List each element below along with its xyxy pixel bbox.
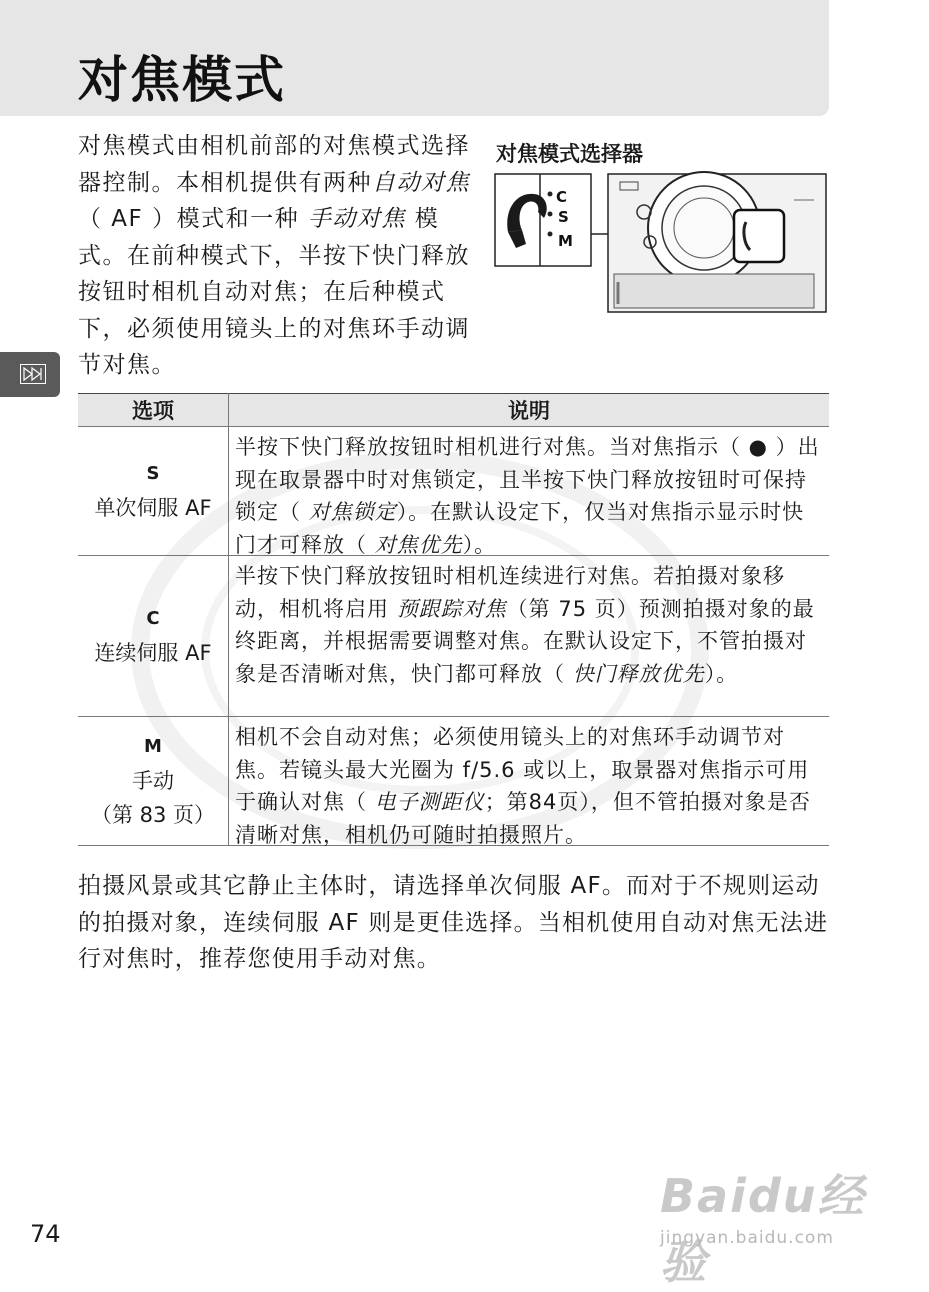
option-page-ref: （第 83 页） (90, 803, 216, 827)
intro-term-manual-focus: 手动对焦 (307, 206, 406, 232)
selector-figure-label: 对焦模式选择器 (496, 142, 643, 166)
option-name: 连续伺服 AF (94, 641, 212, 665)
intro-paragraph (78, 128, 480, 384)
intro-text-2: （ AF ）模式和一种 (78, 206, 308, 232)
desc-text: ）。在默认设定下，仅当对焦指示显示时快门才可释放（ (235, 500, 805, 557)
option-cell (78, 717, 229, 846)
desc-term: 对焦锁定 (308, 500, 397, 524)
brand-logo: Baidu经验 (660, 1169, 866, 1289)
table-header-row (78, 394, 829, 427)
playback-section-tab (0, 352, 60, 397)
desc-term: 预跟踪对焦 (396, 596, 507, 621)
option-code: M (144, 736, 162, 757)
dial-mark-c: C (556, 188, 568, 206)
desc-term: 对焦优先 (374, 532, 463, 557)
desc-term: 电子测距仪 (374, 790, 485, 814)
desc-text: ）。 (704, 661, 739, 686)
table-row-continuous-servo (78, 556, 829, 717)
option-code: S (146, 463, 160, 484)
option-code: C (146, 608, 160, 629)
desc-text: 相机不会自动对焦；必须使用镜头上的对焦环手动调节对焦。若镜头最大光圈为 f/5.6 或以上，取景器对焦指示可用于确认对焦（ (235, 725, 810, 814)
brand-watermark (660, 1150, 900, 1289)
focus-mode-table (78, 393, 829, 846)
header-option: 选项 (78, 394, 229, 427)
page-number: 74 (30, 1220, 61, 1248)
desc-term: 快门释放优先 (572, 661, 705, 686)
dial-mark-s: S (558, 208, 569, 226)
option-cell (78, 427, 229, 556)
table-row-single-servo (78, 427, 829, 556)
fast-forward-icon (20, 364, 46, 384)
option-name: 手动 (132, 769, 174, 793)
dial-mark-m: M (558, 232, 573, 250)
desc-text: ）。 (462, 532, 497, 557)
description-cell (229, 427, 830, 556)
table-row-manual (78, 717, 829, 846)
option-name: 单次伺服 AF (94, 496, 212, 520)
option-cell (78, 556, 229, 717)
intro-term-auto-focus: 自动对焦 (372, 169, 470, 196)
description-cell (229, 556, 830, 717)
description-cell (229, 717, 830, 846)
page-title: 对焦模式 (78, 51, 286, 109)
intro-text-1: 对焦模式由相机前部的对焦模式选择器控制。本相机提供有两种 (78, 133, 470, 196)
intro-text-3: 模式。在前种模式下，半按下快门释放按钮时相机自动对焦；在后种模式下，必须使用镜头上的对焦环手动调节对焦。 (78, 206, 470, 378)
brand-url: jingyan.baidu.com (660, 1228, 834, 1248)
desc-text: 半按下快门释放按钮时相机进行对焦。当对焦指示（ ● ）出现在取景器中时对焦锁定，且半按下快门释放按钮时可保持锁定（ (235, 435, 820, 524)
desc-text: ；第84页），但不管拍摄对象是否清晰对焦，相机仍可随时拍摄照片。 (235, 790, 811, 847)
desc-text: （第 75 页）预测拍摄对象的最终距离，并根据需要调整对焦。在默认设定下，不管拍摄对象是否清晰对焦，快门都可释放（ (235, 596, 815, 686)
desc-text: 半按下快门释放按钮时相机连续进行对焦。若拍摄对象移动，相机将启用 (235, 564, 785, 621)
header-description: 说明 (229, 394, 830, 427)
outro-paragraph: 拍摄风景或其它静止主体时，请选择单次伺服 AF。而对于不规则运动的拍摄对象，连续伺服 AF 则是更佳选择。当相机使用自动对焦无法进行对焦时，推荐您使用手动对焦。 (78, 873, 829, 972)
focus-selector-illustration (494, 170, 828, 314)
